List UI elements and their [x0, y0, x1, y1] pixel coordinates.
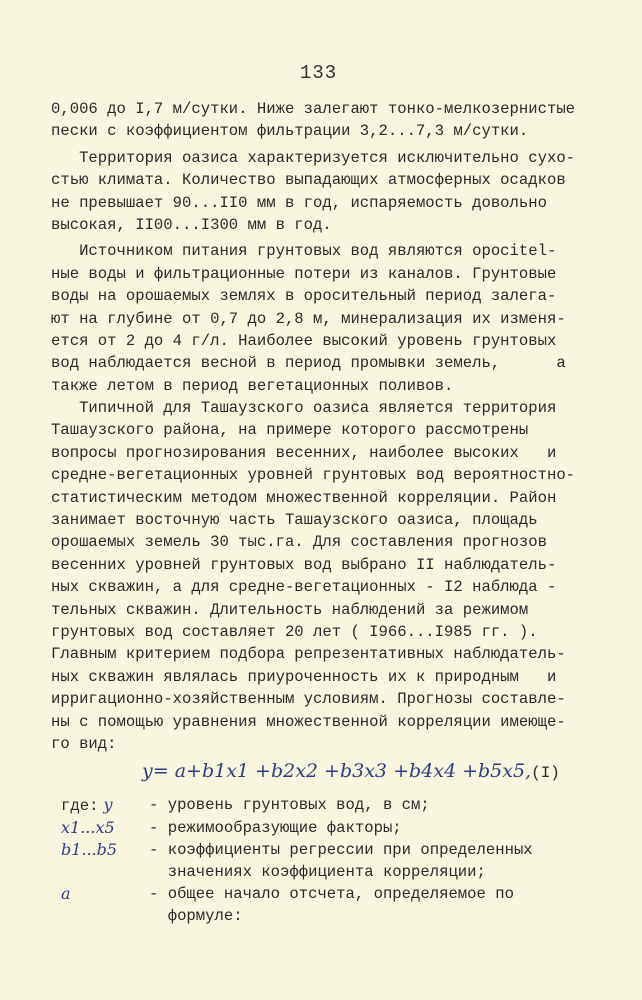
symbol-definitions [61, 794, 581, 927]
text-line: Источником питания грунтовых вод являются оросitel- [51, 242, 557, 261]
text-line: ны с помощью уравнения множественной корреляции имеюще- [51, 712, 566, 731]
text-line: ные воды и фильтрационные потери из каналов. Грунтовые [51, 264, 557, 283]
text-line: тельных скважин. Длительность наблюдений за режимом [51, 600, 529, 619]
text-line: го вид: [51, 734, 117, 753]
definition-symbol: x1...x5 [61, 818, 115, 837]
text-line: статистическим методом множественной корреляции. Район [51, 488, 557, 507]
text-line: 0,006 до I,7 м/сутки. Ниже залегают тонко-мелкозернистые [51, 100, 576, 118]
paragraph-4 [51, 397, 611, 755]
text-line: весенних уровней грунтовых вод выбрано II наблюдатель- [51, 555, 557, 574]
definition-row [61, 883, 581, 927]
text-line: ется от 2 до 4 г/л. Наиболее высокий уровень грунтовых [51, 331, 557, 350]
definition-text: - коэффициенты регрессии при определенных значениях коэффициента корреляции; [149, 841, 533, 881]
text-line: ных скважин являлась приуроченность их к природным и [51, 667, 557, 686]
paragraph-3 [51, 240, 611, 397]
text-line: Главным критерием подбора репрезентативных наблюдатель- [51, 645, 566, 664]
text-line: пески с коэффициентом фильтрации 3,2...7,3 м/сутки. [51, 122, 529, 141]
text-line: грунтовых вод составляет 20 лет ( I966...I985 гг. ). [51, 622, 538, 641]
text-line: Типичной для Ташаузского оазиса является территория [51, 399, 557, 418]
text-line: высокая, II00...I300 мм в год. [51, 215, 332, 234]
text-line: ирригационно-хозяйственным условиям. Прогнозы составле- [51, 690, 566, 709]
definitions-label: где: [61, 797, 99, 815]
text-line: также летом в период вегетационных поливов. [51, 376, 454, 395]
definition-symbol: y [103, 795, 113, 814]
text-line: Территория оазиса характеризуется исключительно сухо- [51, 148, 576, 167]
text-line: ных скважин, а для средне-вегетационных - I2 наблюда - [51, 578, 557, 597]
regression-formula [142, 760, 560, 782]
text-line: ют на глубине от 0,7 до 2,8 м, минерализация их изменя- [51, 309, 566, 328]
body-text [51, 98, 611, 755]
text-line: вод наблюдается весной в период промывки земель, а [51, 354, 566, 373]
formula-number: (I) [531, 764, 560, 782]
paragraph-1 [51, 98, 611, 143]
formula-expression: y= a+b1x1 +b2x2 +b3x3 +b4x4 +b5x5, [142, 760, 532, 782]
page-number: 133 [300, 62, 338, 84]
text-line: воды на орошаемых землях в оросительный период залега- [51, 287, 557, 306]
definition-row [61, 839, 581, 883]
definition-row [61, 817, 581, 839]
definition-text: - уровень грунтовых вод, в см; [149, 796, 430, 814]
paragraph-2 [51, 147, 611, 237]
text-line: средне-вегетационных уровней грунтовых вод вероятностно- [51, 466, 576, 485]
text-line: занимает восточную часть Ташаузского оазиса, площадь [51, 511, 538, 530]
definition-text: - общее начало отсчета, определяемое по формуле: [149, 885, 514, 925]
text-line: орошаемых земель 30 тыс.га. Для составления прогнозов [51, 533, 547, 552]
definition-text: - режимообразующие факторы; [149, 819, 402, 837]
text-line: не превышает 90...II0 мм в год, испаряемость довольно [51, 193, 547, 212]
text-line: вопросы прогнозирования весенних, наиболее высоких и [51, 443, 557, 462]
definition-symbol: b1...b5 [61, 840, 118, 859]
text-line: Ташаузского района, на примере которого рассмотрены [51, 421, 529, 440]
text-line: стью климата. Количество выпадающих атмосферных осадков [51, 171, 566, 190]
definition-symbol: a [61, 884, 71, 903]
definition-row [61, 794, 581, 817]
